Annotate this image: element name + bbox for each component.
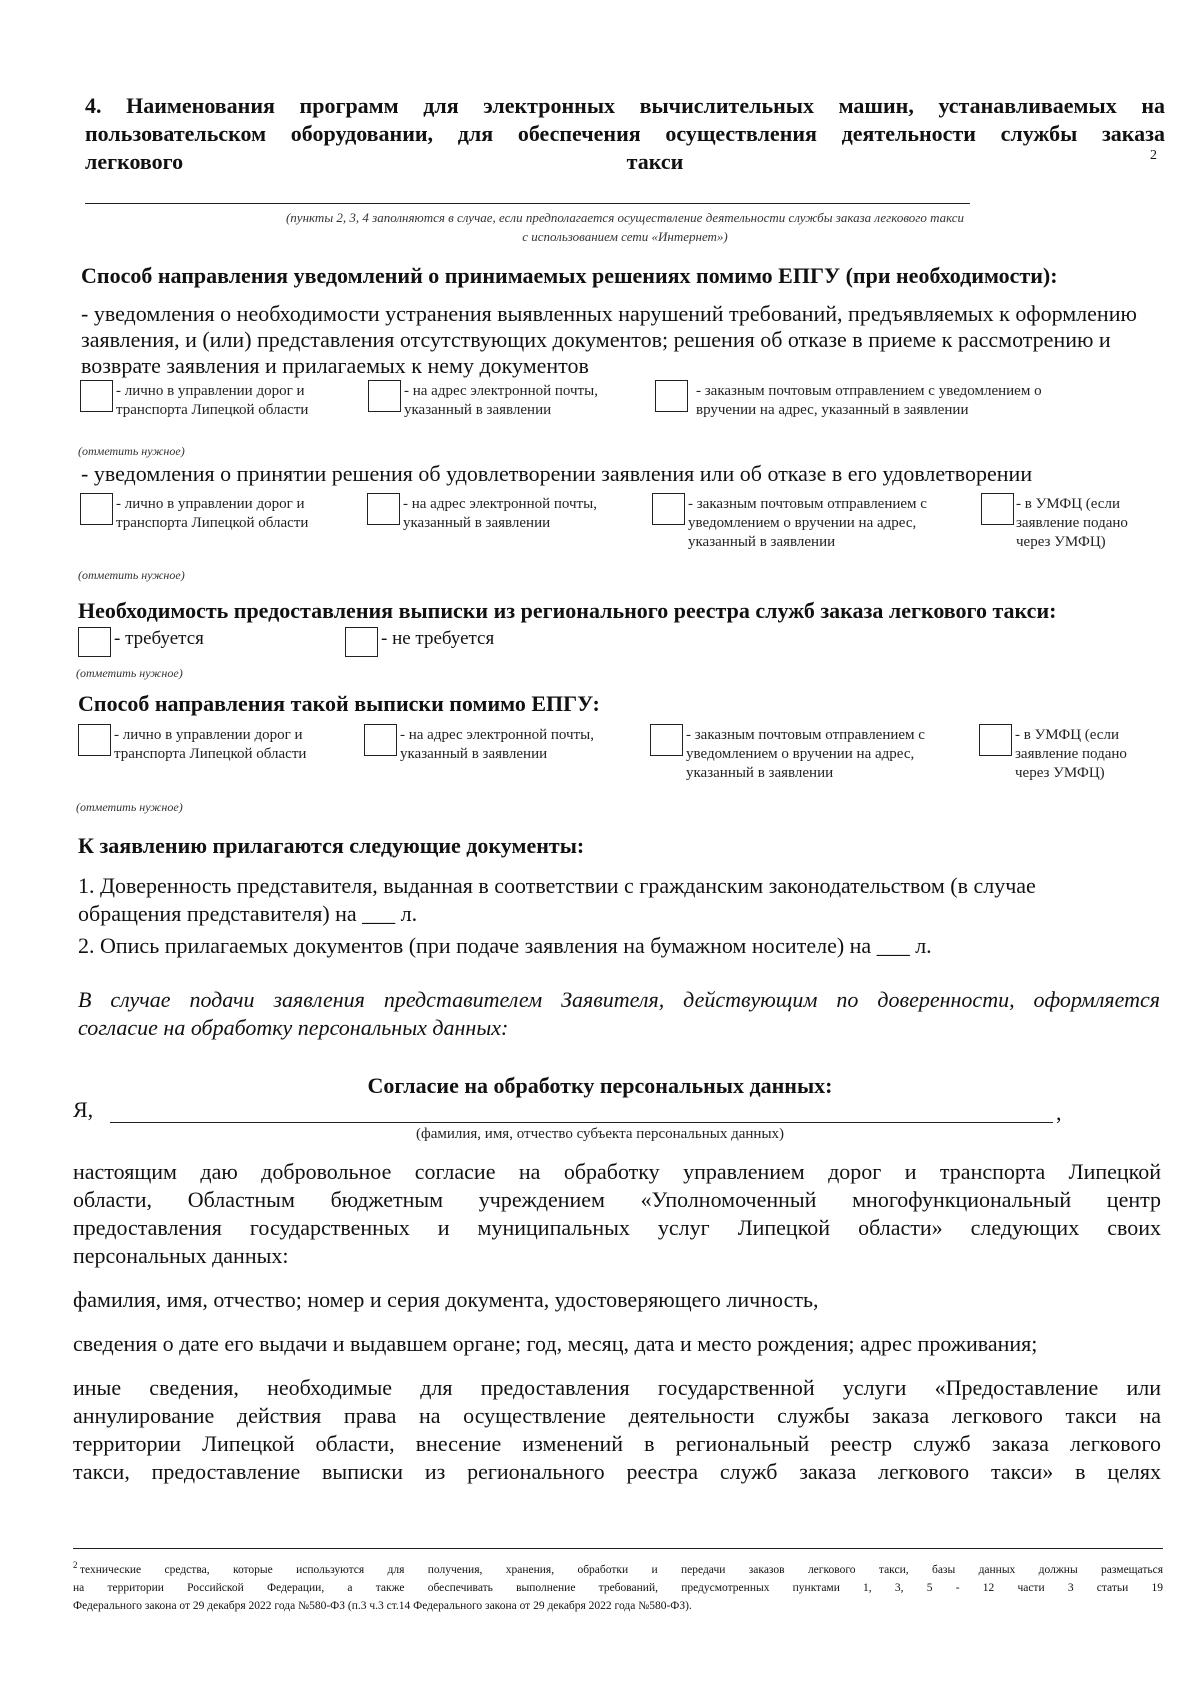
attachment-item1-line2: обращения представителя) на ___ л. — [78, 901, 418, 926]
notify2-mail-checkbox[interactable] — [652, 493, 685, 525]
extract-in-person-label-1: - лично в управлении дорог и — [114, 727, 303, 743]
extract-mail-label-1: - заказным почтовым отправлением с — [686, 727, 925, 743]
section4-line1: 4. Наименования программ для электронных вычислительных машин, устанавливаемых на — [85, 93, 1165, 118]
extract-mail-label-2: уведомлением о вручении на адрес, — [686, 746, 915, 762]
extract-need-hint: (отметить нужное) — [76, 666, 183, 680]
notify1-email-label-1: - на адрес электронной почты, — [404, 383, 598, 399]
notify1-in-person-label-1: - лично в управлении дорог и — [116, 383, 305, 399]
notify-method-heading: Способ направления уведомлений о принимаемых решениях помимо ЕПГУ (при необходимости): — [81, 263, 1058, 288]
notify-text1-line1: - уведомления о необходимости устранения выявленных нарушений требований, предъявляемых к оформлению — [81, 301, 1137, 326]
notify2-mfc-label-3: через УМФЦ) — [1016, 534, 1106, 550]
consent-intro-line1: В случае подачи заявления представителем Заявителя, действующим по доверенности, оформляется — [78, 987, 1160, 1012]
consent-p2: фамилия, имя, отчество; номер и серия документа, удостоверяющего личность, — [73, 1287, 819, 1312]
notify-text1-line3: возврате заявления и прилагаемых к нему документов — [81, 353, 589, 378]
notify2-mail-label-3: указанный в заявлении — [688, 534, 836, 550]
extract-email-checkbox[interactable] — [364, 724, 397, 756]
notify-text2: - уведомления о принятии решения об удовлетворении заявления или об отказе в его удовлетворении — [81, 461, 1033, 486]
extract-mfc-label-2: заявление подано — [1015, 746, 1127, 762]
extract-email-label-1: - на адрес электронной почты, — [400, 727, 594, 743]
extract-need-heading: Необходимость предоставления выписки из регионального реестра служб заказа легкового такси: — [78, 598, 1057, 623]
notify-text1-line2: заявления, и (или) представления отсутствующих документов; решения об отказе в приеме к рассмотрению и — [81, 327, 1111, 352]
notify2-mfc-label-2: заявление подано — [1016, 515, 1128, 531]
consent-name-input-line[interactable] — [110, 1122, 1053, 1123]
notify2-mfc-checkbox[interactable] — [981, 493, 1014, 525]
extract-mfc-label-3: через УМФЦ) — [1015, 765, 1105, 781]
extract-mail-label-3: указанный в заявлении — [686, 765, 834, 781]
extract-required-checkbox[interactable] — [78, 627, 111, 657]
extract-mfc-label-1: - в УМФЦ (если — [1015, 727, 1119, 743]
consent-p4-line4: такси, предоставление выписки из регионального реестра служб заказа легкового такси» в целях — [73, 1459, 1161, 1484]
notify1-mail-label-1: - заказным почтовым отправлением с уведомлением о — [696, 383, 1042, 399]
extract-method-heading: Способ направления такой выписки помимо ЕПГУ: — [78, 691, 600, 716]
consent-intro-line2: согласие на обработку персональных данных: — [78, 1015, 509, 1040]
points-note-line1: (пункты 2, 3, 4 заполняются в случае, если предполагается осуществление деятельности службы заказа легкового такси — [285, 210, 965, 225]
notify2-email-label-2: указанный в заявлении — [403, 515, 551, 531]
consent-p1-line3: предоставления государственных и муниципальных услуг Липецкой области» следующих своих — [73, 1215, 1161, 1240]
extract-mail-checkbox[interactable] — [650, 724, 683, 756]
notify2-mail-label-2: уведомлением о вручении на адрес, — [688, 515, 917, 531]
section4-line3-center: такси — [626, 149, 684, 174]
footnote-line3: Федерального закона от 29 декабря 2022 года №580-ФЗ (п.3 ч.3 ст.14 Федерального закона от 29 декабря 2022 года №580-ФЗ). — [73, 1600, 692, 1612]
consent-name-field-hint: (фамилия, имя, отчество субъекта персональных данных) — [415, 1126, 785, 1142]
section4-line2: пользовательском оборудовании, для обеспечения осуществления деятельности службы заказа — [85, 121, 1165, 146]
extract-email-label-2: указанный в заявлении — [400, 746, 548, 762]
notify2-email-checkbox[interactable] — [367, 493, 400, 525]
consent-p4-line3: территории Липецкой области, внесение изменений в региональный реестр служб заказа легкового — [73, 1431, 1161, 1456]
footnote-divider — [73, 1548, 1163, 1549]
notify1-in-person-label-2: транспорта Липецкой области — [116, 402, 309, 418]
extract-method-hint: (отметить нужное) — [76, 800, 183, 814]
consent-comma: , — [1056, 1100, 1062, 1125]
extract-mfc-checkbox[interactable] — [979, 724, 1012, 756]
footnote-mark: 2 — [73, 1560, 78, 1570]
consent-p1-line4: персональных данных: — [73, 1243, 289, 1268]
extract-in-person-label-2: транспорта Липецкой области — [114, 746, 307, 762]
extract-in-person-checkbox[interactable] — [78, 724, 111, 756]
notify1-in-person-checkbox[interactable] — [80, 380, 113, 412]
notify2-mfc-label-1: - в УМФЦ (если — [1016, 496, 1120, 512]
consent-p4-line1: иные сведения, необходимые для предоставления государственной услуги «Предоставление или — [73, 1375, 1161, 1400]
attachment-item1-line1: 1. Доверенность представителя, выданная в соответствии с гражданским законодательством (в случае — [78, 873, 1036, 898]
notify1-hint: (отметить нужное) — [78, 444, 185, 458]
notify2-in-person-label-2: транспорта Липецкой области — [116, 515, 309, 531]
notify1-email-checkbox[interactable] — [368, 380, 401, 412]
extract-not-required-checkbox[interactable] — [345, 627, 378, 657]
notify2-mail-label-1: - заказным почтовым отправлением с — [688, 496, 927, 512]
attachments-heading: К заявлению прилагаются следующие документы: — [78, 833, 585, 858]
notify2-hint: (отметить нужное) — [78, 568, 185, 582]
notify2-in-person-label-1: - лично в управлении дорог и — [116, 496, 305, 512]
consent-p4-line2: аннулирование действия права на осуществление деятельности службы заказа легкового такси на — [73, 1403, 1161, 1428]
consent-heading: Согласие на обработку персональных данных: — [367, 1073, 833, 1098]
notify1-email-label-2: указанный в заявлении — [404, 402, 552, 418]
consent-ya: Я, — [73, 1097, 94, 1122]
consent-p3: сведения о дате его выдачи и выдавшем органе; год, месяц, дата и место рождения; адрес проживания; — [73, 1331, 1038, 1356]
footnote-line2: на территории Российской Федерации, а также обеспечивать выполнение требований, предусмотренных пунктами 1, 3, 5 - 12 части 3 статьи 19 — [73, 1582, 1163, 1594]
notify1-mail-checkbox[interactable] — [655, 380, 688, 412]
attachment-item2: 2. Опись прилагаемых документов (при подаче заявления на бумажном носителе) на ___ л. — [78, 933, 932, 958]
consent-p1-line1: настоящим даю добровольное согласие на обработку управлением дорог и транспорта Липецкой — [73, 1159, 1161, 1184]
footnote-line1: технические средства, которые используются для получения, хранения, обработки и передачи заказов легкового такси, базы данных должны размещаться — [80, 1564, 1163, 1576]
points-note-line2: с использованием сети «Интернет») — [522, 229, 728, 244]
section4-line3-left: легкового — [85, 149, 184, 174]
footnote-ref: 2 — [1150, 148, 1157, 163]
extract-not-required-label: - не требуется — [381, 628, 495, 649]
notify2-email-label-1: - на адрес электронной почты, — [403, 496, 597, 512]
consent-p1-line2: области, Областным бюджетным учреждением «Уполномоченный многофункциональный центр — [73, 1187, 1161, 1212]
notify2-in-person-checkbox[interactable] — [80, 493, 113, 525]
programs-input-line[interactable] — [85, 203, 970, 204]
extract-required-label: - требуется — [114, 628, 204, 649]
notify1-mail-label-2: вручении на адрес, указанный в заявлении — [696, 402, 969, 418]
